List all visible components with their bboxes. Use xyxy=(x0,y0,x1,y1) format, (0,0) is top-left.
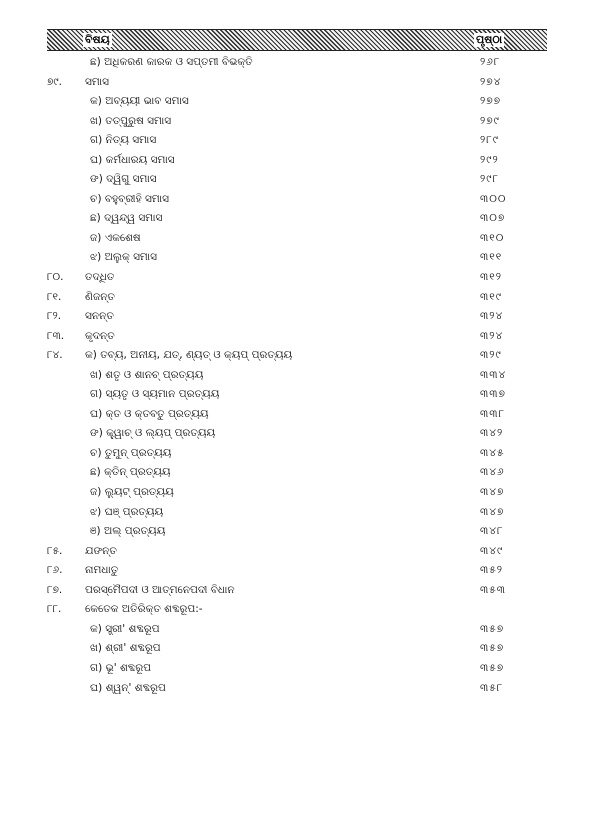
toc-row xyxy=(0,92,600,112)
toc-row-page: ୩୪୨ xyxy=(480,427,504,440)
toc-row-title: ଖ) ଶ୍ରୀ' ଶବ୍ଦରୂପ xyxy=(90,642,161,655)
toc-row-number: ୮୭. xyxy=(47,583,63,596)
toc-row-title: କ) ଅବ୍ୟୟୀ ଭାବ ସମାସ xyxy=(90,95,189,108)
toc-row-page: ୩୧୨ xyxy=(480,271,502,284)
toc-row-page: ୩୦୦ xyxy=(480,192,507,205)
toc-row-page: ୩୫୭ xyxy=(480,661,505,674)
toc-row-title: ଝ) ଘଞ୍ ପ୍ରତ୍ୟୟ xyxy=(90,505,164,518)
toc-row-title: ଚ) ତୁମୁନ୍ ପ୍ରତ୍ୟୟ xyxy=(90,446,172,459)
toc-row xyxy=(0,53,600,73)
toc-row-page: ୨୭୭ xyxy=(480,95,502,108)
toc-row-page: ୩୪୭ xyxy=(480,505,505,518)
toc-row-page: ୩୩୭ xyxy=(480,388,506,401)
toc-row-page: ୩୩୮ xyxy=(480,407,505,420)
toc-row-title: ଯଙନ୍ତ xyxy=(85,544,117,557)
toc-row-title: ଚ) ବହୁବ୍ରୀହି ସମାସ xyxy=(90,192,169,205)
toc-row-number: ୮୨. xyxy=(47,310,62,323)
toc-row-title: ଜ) ଏକଶେଷ xyxy=(90,231,141,244)
toc-row xyxy=(0,600,600,620)
toc-row-title: ଗ) ନିତ୍ୟ ସମାସ xyxy=(90,134,157,147)
toc-row xyxy=(0,73,600,93)
toc-row-page: ୩୨୯ xyxy=(480,349,502,362)
toc-row-title: ଘ) କର୍ମଧାରୟ ସମାସ xyxy=(90,153,175,166)
toc-row-title: ପରସ୍ମୈପଦୀ ଓ ଆତ୍ମନେପଦୀ ବିଧାନ xyxy=(85,583,235,596)
header-subject-label: ବିଷୟ xyxy=(85,33,110,46)
toc-row-title: ଣିଜନ୍ତ xyxy=(85,290,115,303)
toc-row xyxy=(0,463,600,483)
toc-row xyxy=(0,405,600,425)
toc-row xyxy=(0,503,600,523)
toc-row-title: ଖ) ତତ୍ପୁରୁଷ ସମାସ xyxy=(90,114,172,127)
toc-row xyxy=(0,327,600,347)
toc-row xyxy=(0,639,600,659)
toc-row-title: କେତେକ ଅତିରିକ୍ତ ଶବ୍ଦରୂପ:- xyxy=(85,603,203,616)
toc-row xyxy=(0,483,600,503)
toc-row-number: ୮୫. xyxy=(47,544,63,557)
toc-row-title: ଛ) କ୍ତିନ୍ ପ୍ରତ୍ୟୟ xyxy=(90,466,171,479)
toc-row-number: ୮୩. xyxy=(47,329,65,342)
toc-row-title: ତଦ୍ଧିତ xyxy=(85,271,115,284)
toc-row-page: ୩୪୭ xyxy=(480,486,505,499)
toc-row-page: ୩୫୩ xyxy=(480,583,507,596)
toc-row-title: ଞ) ଅଲ୍ ପ୍ରତ୍ୟୟ xyxy=(90,525,166,538)
toc-row-page: ୩୫୭ xyxy=(480,642,505,655)
toc-row-number: ୮୪. xyxy=(47,349,63,362)
toc-row-title: ଘ) ଶ୍ୱନ୍' ଶବ୍ଦରୂପ xyxy=(90,681,166,694)
toc-row xyxy=(0,659,600,679)
toc-row-page: ୩୧୦ xyxy=(480,231,505,244)
toc-row xyxy=(0,424,600,444)
toc-row xyxy=(0,542,600,562)
toc-row-page: ୩୨୪ xyxy=(480,329,504,342)
toc-row-title: ଜ) ଲ୍ୟୁଟ୍ ପ୍ରତ୍ୟୟ xyxy=(90,486,174,499)
toc-row xyxy=(0,229,600,249)
toc-row-page: ୩୦୭ xyxy=(480,212,506,225)
toc-row-title: ନାମଧାତୁ xyxy=(85,564,119,577)
toc-row xyxy=(0,248,600,268)
toc-row-title: ଘ) କ୍ତ ଓ କ୍ତବତୁ ପ୍ରତ୍ୟୟ xyxy=(90,407,209,420)
toc-row-page: ୨୭୪ xyxy=(480,75,502,88)
toc-row-title: ଛ) ଦ୍ୱନ୍ଦ୍ୱ ସମାସ xyxy=(90,212,163,225)
toc-row xyxy=(0,209,600,229)
toc-row-title: ସନନ୍ତ xyxy=(85,310,114,323)
toc-row-number: ୭୯. xyxy=(47,75,62,88)
toc-row xyxy=(0,385,600,405)
toc-row-page: ୩୪୬ xyxy=(480,466,505,479)
toc-row-title: ଙ) ଦ୍ୱିଗୁ ସମାସ xyxy=(90,173,157,186)
toc-row-page: ୩୫୭ xyxy=(480,622,505,635)
toc-row xyxy=(0,131,600,151)
toc-row xyxy=(0,268,600,288)
toc-row-title: ସମାସ xyxy=(85,75,109,88)
toc-row xyxy=(0,112,600,132)
toc-row-title: ଛ) ଅଧିକରଣ କାରକ ଓ ସପ୍ତମୀ ବିଭକ୍ତି xyxy=(90,56,253,68)
toc-row xyxy=(0,190,600,210)
toc-row-page: ୨୯୨ xyxy=(480,153,499,166)
toc-row-number: ୮୦. xyxy=(47,271,64,284)
toc-row-page: ୩୧୧ xyxy=(480,251,503,264)
toc-row-page: ୩୧୯ xyxy=(480,290,502,303)
header-page-label: ପୃଷ୍ଠା xyxy=(476,33,503,46)
toc-row xyxy=(0,561,600,581)
toc-row-title: ଗ) ଭୂ' ଶବ୍ଦରୂପ xyxy=(90,661,152,674)
toc-row-page: ୩୫୮ xyxy=(480,681,504,694)
toc-row xyxy=(0,151,600,171)
toc-row xyxy=(0,366,600,386)
toc-row-title: ଙ) କ୍ତ୍ୱାଚ୍ ଓ ଲ୍ୟପ୍ ପ୍ରତ୍ୟୟ xyxy=(90,427,216,440)
toc-row-number: ୮୬. xyxy=(47,564,63,577)
toc-row-page: ୨୮୯ xyxy=(480,134,499,147)
toc-row-page: ୨୯୮ xyxy=(480,173,499,186)
toc-row-title: ଖ) ଶତୃ ଓ ଶାନଚ୍ ପ୍ରତ୍ୟୟ xyxy=(90,368,204,381)
toc-row xyxy=(0,581,600,601)
toc-row-page: ୩୪୫ xyxy=(480,446,505,459)
toc-row xyxy=(0,346,600,366)
toc-row-page: ୨୬୮ xyxy=(480,56,501,68)
toc-row-title: କ) ସ୍ତ୍ରୀ' ଶବ୍ଦରୂପ xyxy=(90,622,160,635)
toc-row-title: କୃଦନ୍ତ xyxy=(85,329,115,342)
toc-row xyxy=(0,444,600,464)
toc-row-page: ୩୪୯ xyxy=(480,544,504,557)
toc-row-page: ୩୫୨ xyxy=(480,564,504,577)
toc-list xyxy=(0,53,600,698)
toc-row-page: ୩୩୪ xyxy=(480,368,507,381)
toc-row xyxy=(0,679,600,699)
toc-row xyxy=(0,170,600,190)
toc-row xyxy=(0,307,600,327)
toc-row-title: କ) ତବ୍ୟ, ଅନୀୟ, ଯତ୍, ଣ୍ୟତ୍ ଓ କ୍ୟପ୍ ପ୍ରତ୍ୟୟ xyxy=(85,349,293,362)
toc-row xyxy=(0,522,600,542)
toc-header-bar xyxy=(47,29,547,51)
toc-row-number: ୮୮. xyxy=(47,603,62,616)
toc-row-page: ୩୨୪ xyxy=(480,310,504,323)
toc-row xyxy=(0,288,600,308)
toc-row-title: ଝ) ଅଲୁକ୍ ସମାସ xyxy=(90,251,158,264)
toc-row xyxy=(0,620,600,640)
toc-row-number: ୮୧. xyxy=(47,290,62,303)
toc-row-title: ଗ) ସ୍ୟତୃ ଓ ସ୍ୟମାନ ପ୍ରତ୍ୟୟ xyxy=(90,388,220,401)
toc-row-page: ୩୪୮ xyxy=(480,525,504,538)
toc-row-page: ୨୭୯ xyxy=(480,114,500,127)
